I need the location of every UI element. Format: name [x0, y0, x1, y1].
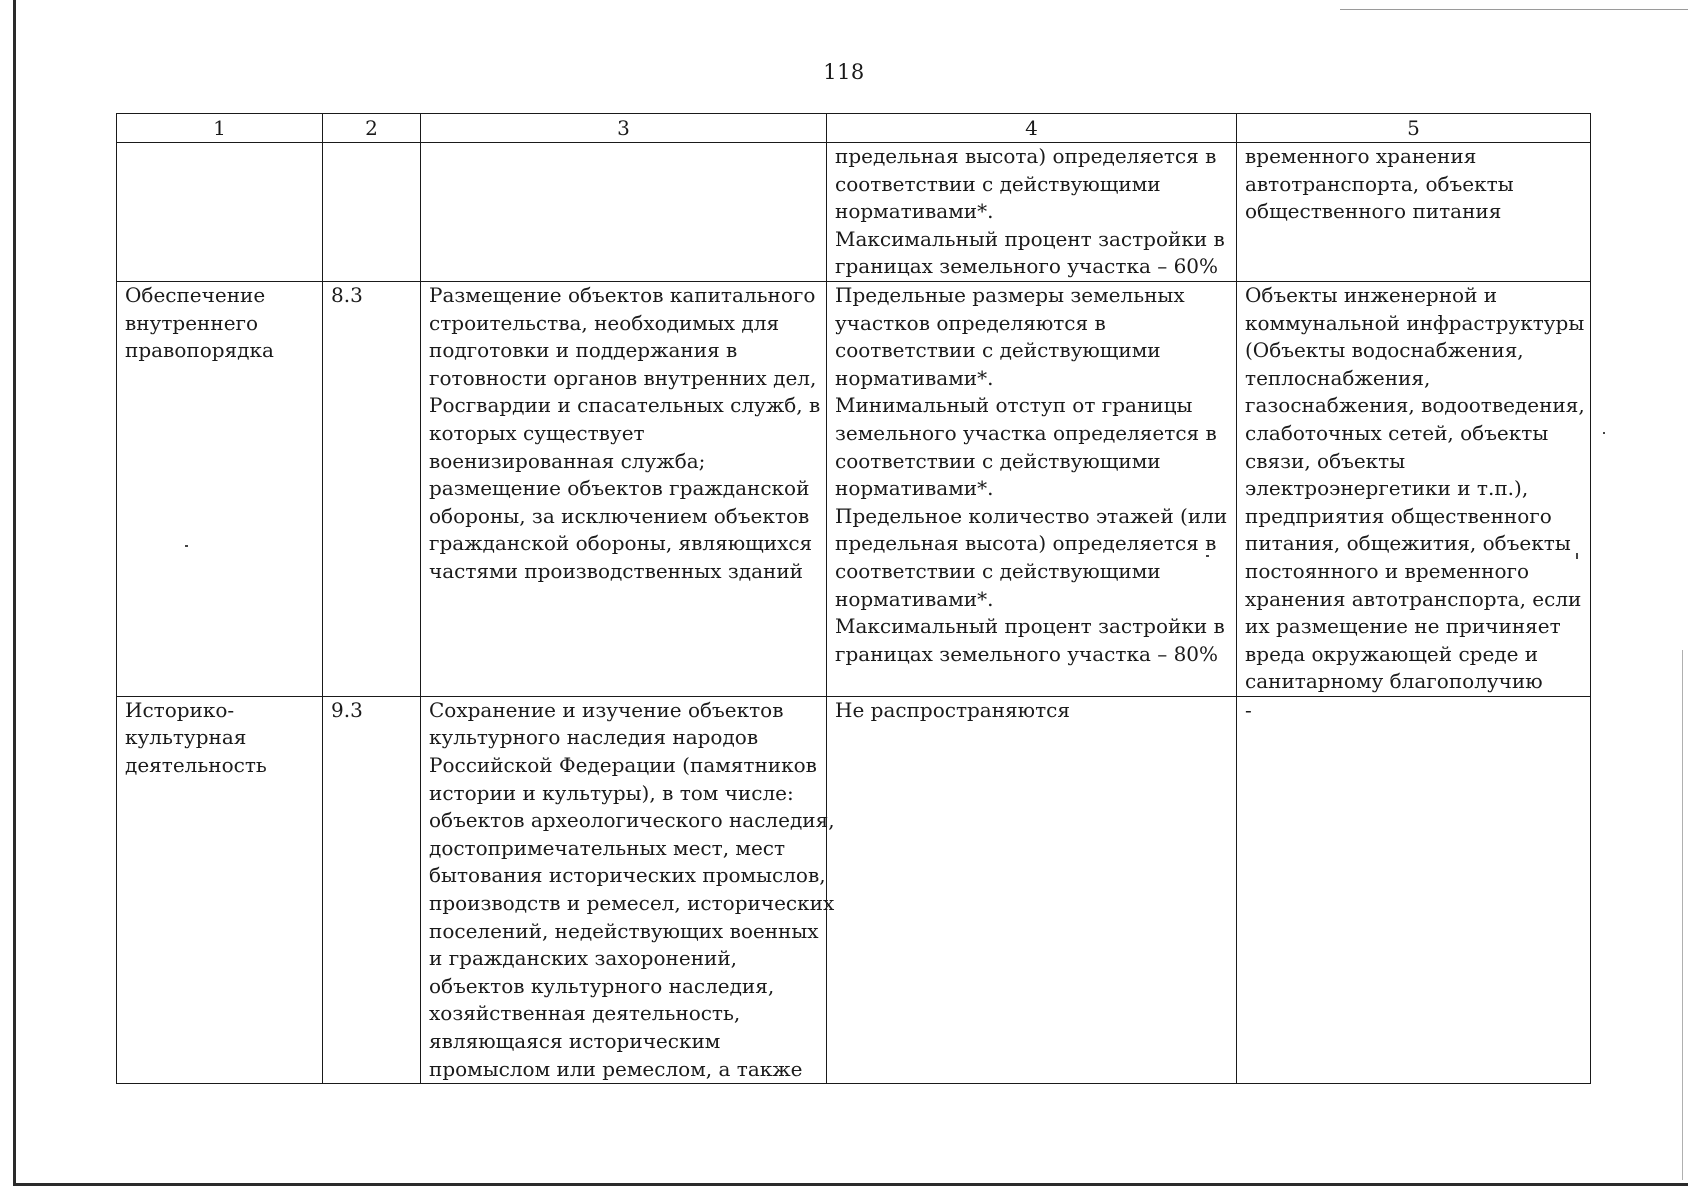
- cell-text-line: теплоснабжения,: [1245, 365, 1431, 390]
- cell-text-line: деятельность: [125, 753, 267, 778]
- cell-text-line: Предельное количество этажей (или: [835, 503, 1228, 528]
- description-cell: [421, 281, 827, 696]
- table-row: [117, 281, 1591, 696]
- scan-edge-left: [13, 0, 16, 1185]
- cell-text-line: нормативами*.: [835, 476, 994, 501]
- table-header-row: [117, 114, 1591, 143]
- scan-speck: [1206, 555, 1209, 557]
- cell-text-line: хранения автотранспорта, если: [1245, 586, 1582, 611]
- cell-text-line: газоснабжения, водоотведения,: [1245, 393, 1585, 418]
- cell-text-line: достопримечательных мест, мест: [429, 835, 786, 860]
- cell-text-line: границах земельного участка – 60%: [835, 254, 1219, 279]
- cell-text-line: соответствии с действующими: [835, 448, 1161, 473]
- cell-text-line: 9.3: [331, 697, 363, 722]
- cell-text-line: нормативами*.: [835, 365, 994, 390]
- cell-text-line: питания, общежития, объекты: [1245, 531, 1571, 556]
- cell-text-line: которых существует: [429, 420, 645, 445]
- cell-text-line: являющаяся историческим: [429, 1029, 721, 1053]
- cell-text-line: соответствии с действующими: [835, 171, 1161, 196]
- page-number: 118: [823, 60, 865, 84]
- cell-text-line: связи, объекты: [1245, 448, 1406, 473]
- activity-name-cell: [117, 696, 323, 1083]
- cell-text-line: Обеспечение: [125, 282, 266, 307]
- cell-text-line: поселений, недействующих военных: [429, 918, 819, 943]
- cell-text-line: санитарному благополучию: [1245, 669, 1543, 694]
- cell-text-line: участков определяются в: [835, 310, 1106, 335]
- cell-text-line: предельная высота) определяется в: [835, 144, 1217, 168]
- column-header: 5: [1237, 114, 1591, 143]
- cell-text-line: размещение объектов гражданской: [429, 476, 810, 501]
- scan-speck: [1603, 432, 1605, 434]
- column-header: 1: [117, 114, 323, 143]
- scan-edge-right: [1682, 650, 1683, 1180]
- cell-text-line: Историко-: [125, 697, 235, 722]
- cell-text-line: Максимальный процент застройки в: [835, 226, 1225, 251]
- description-cell: [421, 696, 835, 1083]
- code-cell: [323, 281, 421, 696]
- parameters-cell: [827, 281, 1237, 696]
- cell-text-line: Размещение объектов капитального: [429, 282, 816, 307]
- cell-text-line: -: [1245, 697, 1252, 722]
- cell-text-line: Российской Федерации (памятников: [429, 753, 817, 778]
- parameters-cell: [827, 696, 1237, 1083]
- cell-text-line: Росгвардии и спасательных служб, в: [429, 393, 821, 418]
- cell-text-line: нормативами*.: [835, 199, 994, 224]
- cell-text-line: Минимальный отступ от границы: [835, 393, 1193, 418]
- cell-text-line: внутреннего: [125, 310, 259, 335]
- cell-text-line: предельная высота) определяется в: [835, 531, 1217, 556]
- cell-text-line: автотранспорта, объекты: [1245, 171, 1514, 196]
- auxiliary-uses-cell: [1237, 281, 1591, 696]
- cell-text-line: границах земельного участка – 80%: [835, 641, 1219, 666]
- cell-text-line: (Объекты водоснабжения,: [1245, 338, 1524, 363]
- scan-speck: [185, 545, 188, 547]
- cell-text-line: вреда окружающей среде и: [1245, 641, 1539, 666]
- table-row: [117, 696, 1591, 1083]
- cell-text-line: и гражданских захоронений,: [429, 946, 738, 971]
- auxiliary-uses-cell: [1237, 143, 1591, 282]
- code-cell: [323, 696, 421, 1083]
- scan-edge-bottom: [13, 1183, 1688, 1186]
- cell-text-line: подготовки и поддержания в: [429, 338, 738, 363]
- auxiliary-uses-cell: [1237, 696, 1591, 1083]
- activity-name-cell: [117, 281, 323, 696]
- description-cell: [421, 143, 827, 282]
- cell-text-line: промыслом или ремеслом, а также: [429, 1056, 803, 1081]
- cell-text-line: нормативами*.: [835, 586, 994, 611]
- cell-text-line: Объекты инженерной и: [1245, 282, 1498, 307]
- column-header: 2: [323, 114, 421, 143]
- cell-text-line: постоянного и временного: [1245, 558, 1530, 583]
- cell-text-line: слаботочных сетей, объекты: [1245, 420, 1549, 445]
- column-header: 3: [421, 114, 827, 143]
- zoning-regulations-table: [116, 113, 1591, 1084]
- code-cell: [323, 143, 421, 282]
- cell-text-line: культурного наследия народов: [429, 725, 759, 750]
- cell-text-line: соответствии с действующими: [835, 558, 1161, 583]
- cell-text-line: гражданской обороны, являющихся: [429, 531, 813, 556]
- cell-text-line: бытования исторических промыслов,: [429, 863, 826, 888]
- cell-text-line: предприятия общественного: [1245, 503, 1552, 528]
- cell-text-line: их размещение не причиняет: [1245, 614, 1561, 639]
- cell-text-line: хозяйственная деятельность,: [429, 1001, 741, 1026]
- activity-name-cell: [117, 143, 323, 282]
- cell-text-line: Предельные размеры земельных: [835, 282, 1185, 307]
- cell-text-line: общественного питания: [1245, 199, 1502, 224]
- cell-text-line: культурная: [125, 725, 247, 750]
- column-header: 4: [827, 114, 1237, 143]
- cell-text-line: готовности органов внутренних дел,: [429, 365, 817, 390]
- cell-text-line: соответствии с действующими: [835, 338, 1161, 363]
- cell-text-line: строительства, необходимых для: [429, 310, 780, 335]
- cell-text-line: временного хранения: [1245, 144, 1477, 168]
- cell-text-line: коммунальной инфраструктуры: [1245, 310, 1585, 335]
- cell-text-line: военизированная служба;: [429, 448, 706, 473]
- table-row: [117, 143, 1591, 282]
- cell-text-line: электроэнергетики и т.п.),: [1245, 476, 1529, 501]
- parameters-cell: [827, 143, 1237, 282]
- cell-text-line: истории и культуры), в том числе:: [429, 780, 794, 805]
- scan-speck: [1576, 553, 1578, 559]
- cell-text-line: Сохранение и изучение объектов: [429, 697, 784, 722]
- cell-text-line: земельного участка определяется в: [835, 420, 1217, 445]
- cell-text-line: обороны, за исключением объектов: [429, 503, 810, 528]
- cell-text-line: Максимальный процент застройки в: [835, 614, 1225, 639]
- cell-text-line: 8.3: [331, 282, 363, 307]
- cell-text-line: объектов культурного наследия,: [429, 973, 775, 998]
- scan-edge-top: [1340, 9, 1688, 10]
- cell-text-line: частями производственных зданий: [429, 558, 804, 583]
- cell-text-line: производств и ремесел, исторических: [429, 891, 835, 916]
- cell-text-line: правопорядка: [125, 338, 274, 363]
- cell-text-line: объектов археологического наследия,: [429, 808, 835, 833]
- cell-text-line: Не распространяются: [835, 697, 1070, 722]
